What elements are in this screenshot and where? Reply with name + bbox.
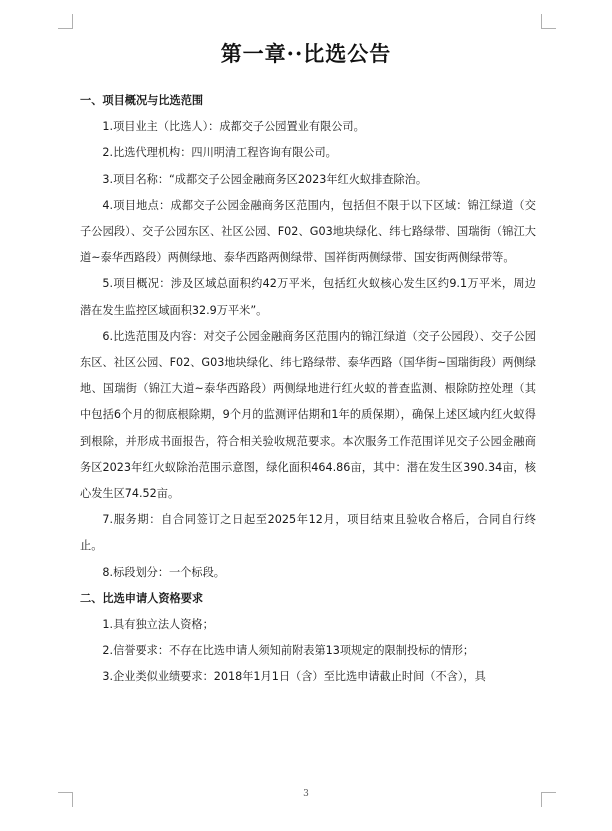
page-number: 3 xyxy=(303,789,309,799)
paragraph: 3.企业类似业绩要求：2018年1月1日（含）至比选申请截止时间（不含），具 xyxy=(102,670,486,684)
section-overview xyxy=(80,88,536,586)
paragraph: 2.比选代理机构：四川明清工程咨询有限公司。 xyxy=(102,146,337,160)
paragraph: 6.比选范围及内容：对交子公园金融商务区范围内的锦江绿道（交子公园段）、交子公园东区、社区公园、F02、G03地块绿化、纬七路绿带、泰华西路（国华街~国瑞街段）两侧绿地、国瑞街（锦江大道~泰华西路段）两侧绿地进行红火蚁的普查监测、根除防控处理（其中包括6个月的彻底根除期，9个月的监测评估期和1年的质保期），确保上述区域内红火蚁得到根除，并形成书面报告，符合相关验收规范要求。本次服务工作范围详见交子公园金融商务区2023年红火蚁除治范围示意图，绿化面积464.86亩，其中：潜在发生区390.34亩，核心发生区74.52亩。 xyxy=(80,329,536,501)
paragraph: 7.服务期：自合同签订之日起至2025年12月，项目结束且验收合格后，合同自行终止。 xyxy=(80,513,536,553)
crop-mark-top-left xyxy=(58,14,73,29)
section-heading: 一、项目概况与比选范围 xyxy=(80,94,204,107)
section-heading: 二、比选申请人资格要求 xyxy=(80,591,204,605)
paragraph: 3.项目名称：“成都交子公园金融商务区2023年红火蚁排查除治。 xyxy=(102,172,428,186)
paragraph: 8.标段划分：一个标段。 xyxy=(102,565,225,579)
paragraph: 4.项目地点：成都交子公园金融商务区范围内，包括但不限于以下区域：锦江绿道（交子公园段）、交子公园东区、社区公园、F02、G03地块绿化、纬七路绿带、国瑞街（锦江大道~泰华西路段）两侧绿地、泰华西路两侧绿带、国祥街两侧绿带、国安街两侧绿带等。 xyxy=(80,198,536,265)
paragraph: 2.信誉要求：不存在比选申请人须知前附表第13项规定的限制投标的情形； xyxy=(102,644,475,658)
chapter-title: 第一章··比选公告 xyxy=(220,41,392,66)
paragraph: 1.项目业主（比选人）：成都交子公园置业有限公司。 xyxy=(102,120,365,134)
paragraph: 5.项目概况：涉及区域总面积约42万平米，包括红火蚁核心发生区约9.1万平米，周边潜在发生监控区域面积32.9万平米”。 xyxy=(80,277,536,317)
document-body xyxy=(80,88,536,691)
section-qualifications xyxy=(80,586,536,691)
crop-mark-top-right xyxy=(541,14,556,29)
paragraph: 1.具有独立法人资格； xyxy=(102,618,214,632)
